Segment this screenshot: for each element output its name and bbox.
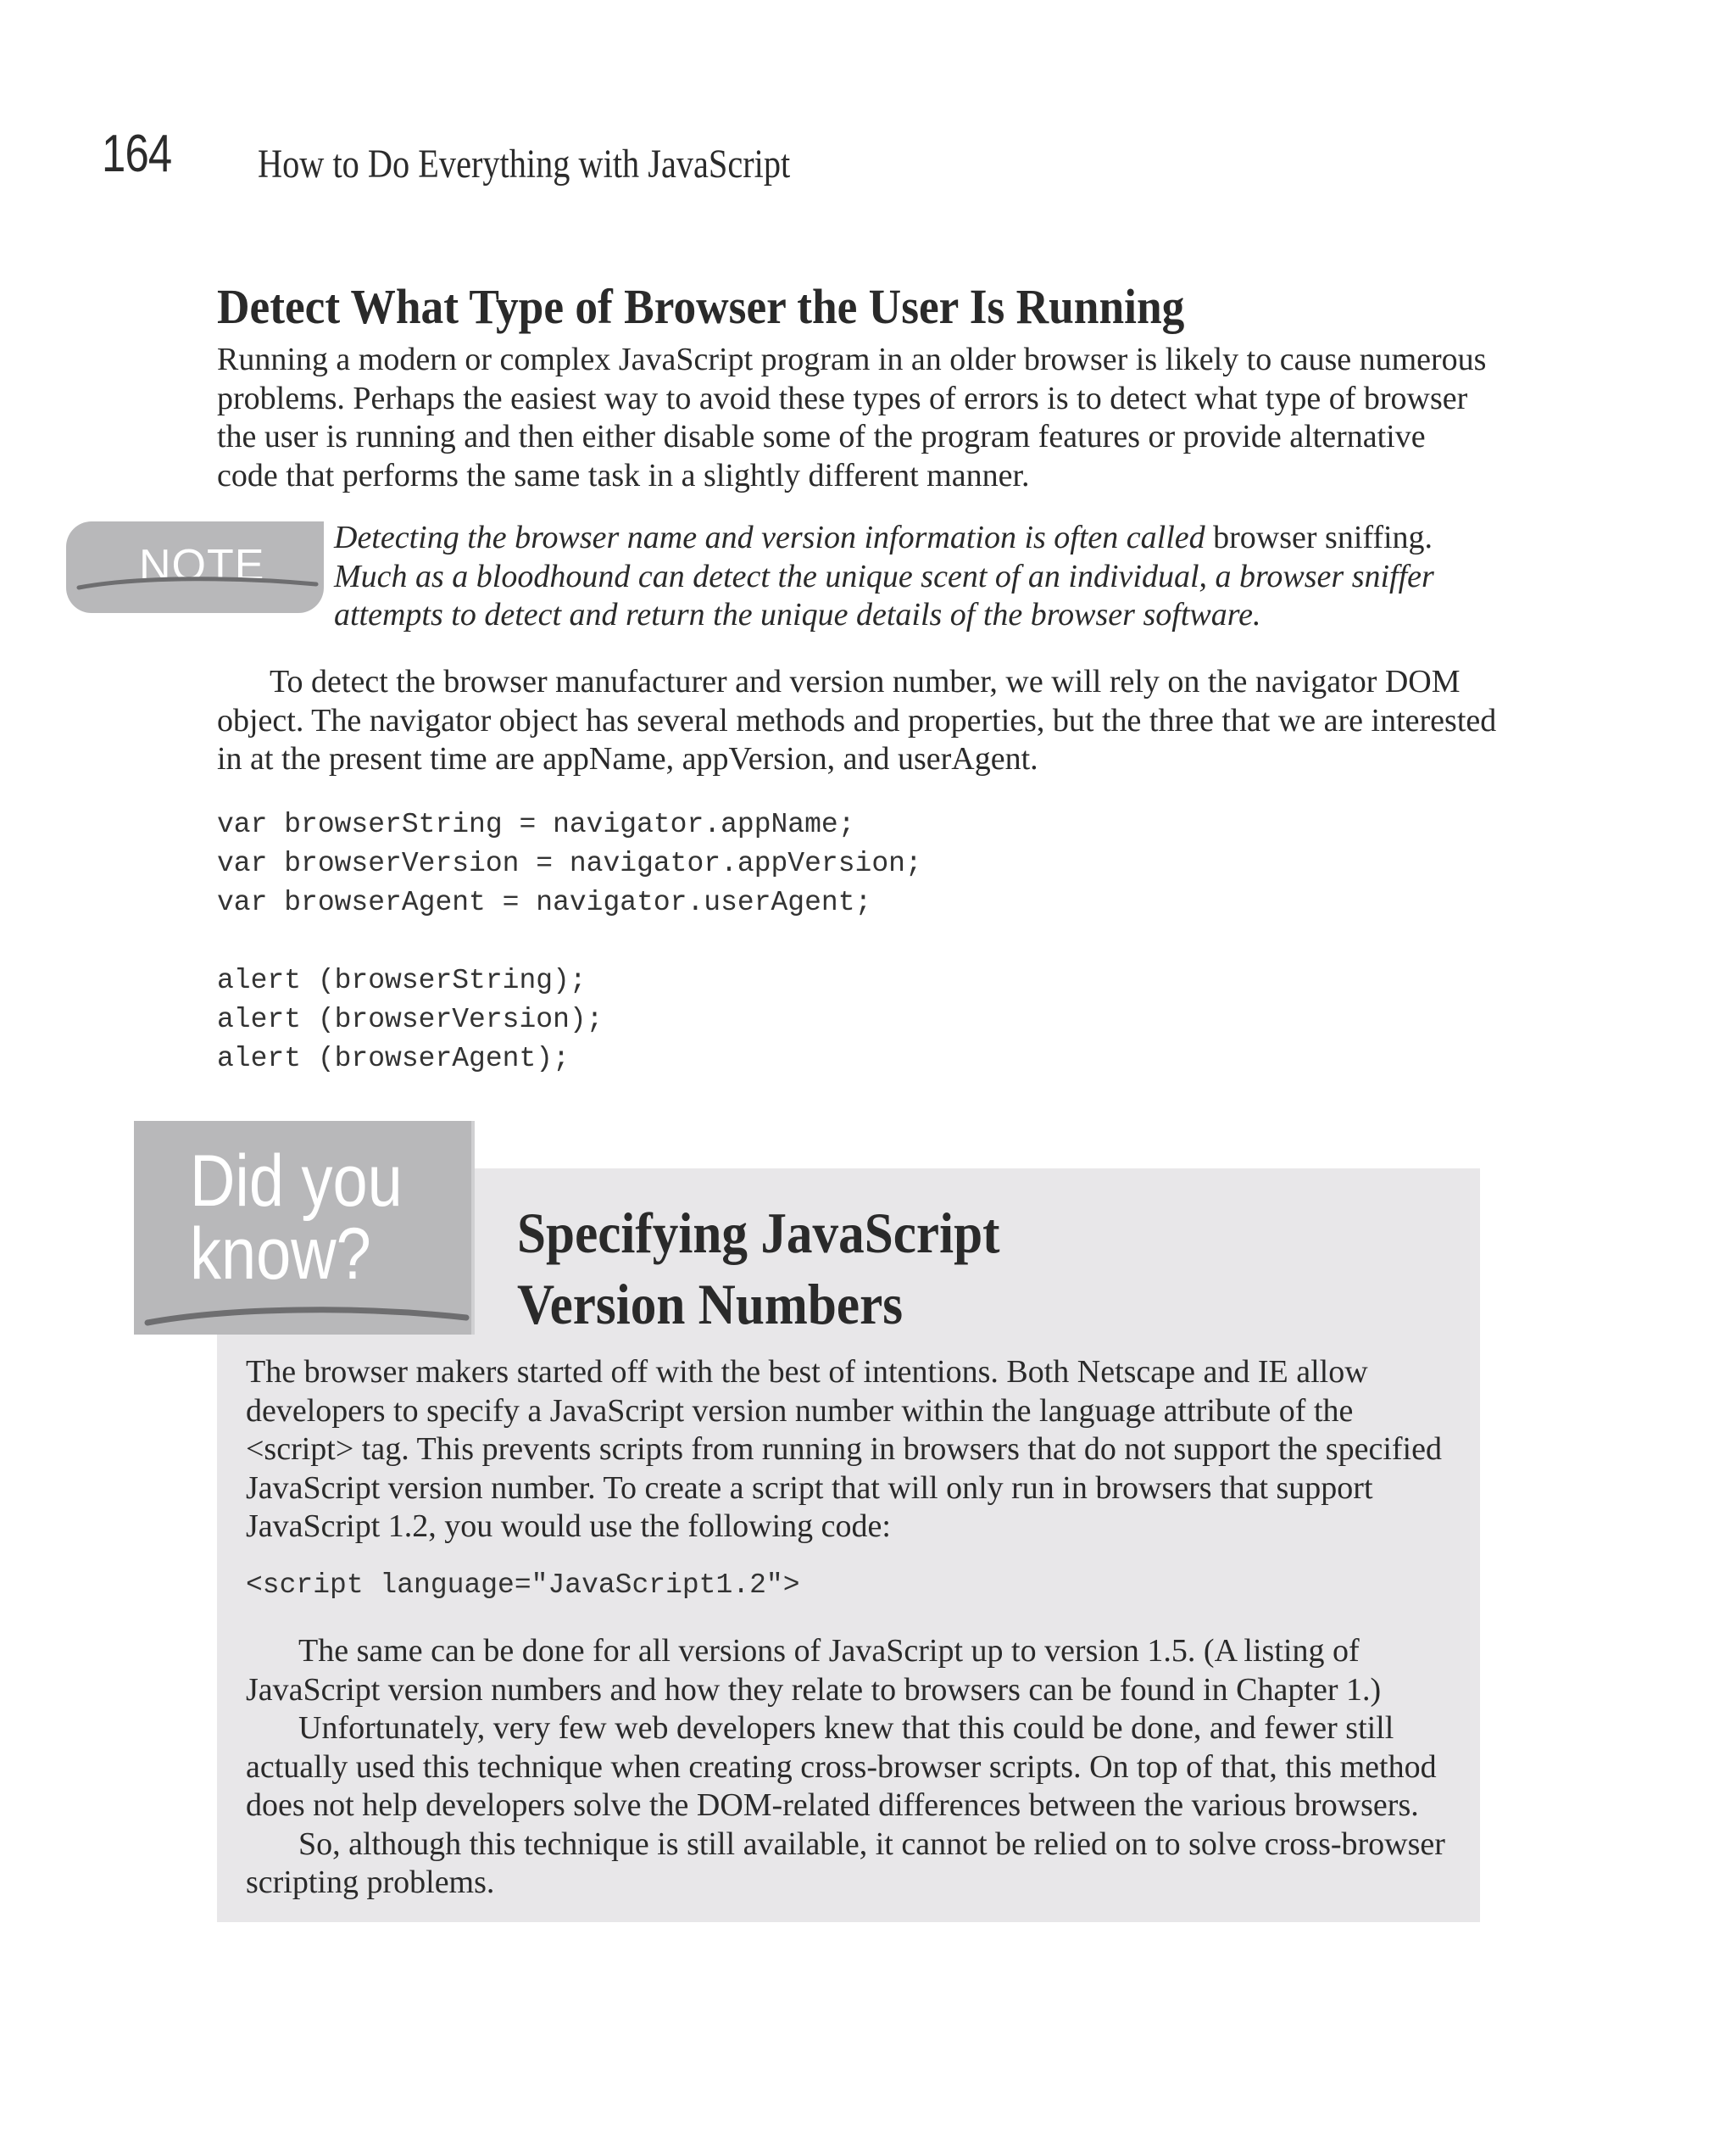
page-number: 164 (102, 125, 172, 183)
running-title: How to Do Everything with JavaScript (258, 142, 791, 187)
sidebar-paragraph-4: So, although this technique is still available, it cannot be relied on to solve cross-browser scripting problems. (246, 1825, 1445, 1900)
note-badge (66, 521, 324, 613)
note-term: browser sniffing. (1213, 520, 1433, 555)
sidebar-paragraphs (246, 1632, 1466, 1903)
note-text-after: Much as a bloodhound can detect the unique scent of an individual, a browser sniffer attempts to detect and return the unique details of the browser software. (334, 558, 1434, 633)
sidebar-code: <script language="JavaScript1.2"> (246, 1569, 800, 1601)
note-text-before: Detecting the browser name and version information is often called (334, 520, 1214, 555)
badge-line-2: know? (190, 1213, 371, 1295)
sidebar-heading-line-2: Version Numbers (517, 1272, 904, 1336)
paragraph-indent (217, 664, 270, 700)
swoosh-icon (137, 1299, 471, 1333)
navigator-paragraph (217, 663, 1505, 779)
badge-line-1: Did you (190, 1140, 403, 1222)
sidebar-paragraph-2: The same can be done for all versions of JavaScript up to version 1.5. (A listing of JavaScript version numbers and how they relate to browsers can be found in Chapter 1.) (246, 1633, 1382, 1708)
sidebar-paragraph-3: Unfortunately, very few web developers knew that this could be done, and fewer still actually used this technique when creating cross-browser scripts. On top of that, this method does not help developers solve the DOM-related differences between the various browsers. (246, 1710, 1437, 1823)
code-block: var browserString = navigator.appName; var browserVersion = navigator.appVersion; var browserAgent = navigator.userAgent; alert (browserString); alert (browserVersion); alert (browserAgent); (217, 809, 922, 1074)
sidebar-heading (517, 1197, 1000, 1340)
swoosh-icon (75, 574, 320, 591)
note-badge-label: NOTE (139, 541, 265, 590)
navigator-paragraph-text: To detect the browser manufacturer and version number, we will rely on the navigator DOM object. The navigator object has several methods and properties, but the three that we are interested in at the present time are appName, appVersion, and userAgent. (217, 664, 1497, 777)
section-heading: Detect What Type of Browser the User Is Running (217, 279, 1185, 334)
did-you-know-badge (134, 1121, 471, 1335)
sidebar-heading-line-1: Specifying JavaScript (517, 1201, 1000, 1265)
intro-paragraph: Running a modern or complex JavaScript program in an older browser is likely to cause numerous problems. Perhaps the easiest way to avoid these types of errors is to detect what type of browser the user is running and then either disable some of the program features or provide alternative code that performs the same task in a slightly different manner. (217, 342, 1487, 493)
sidebar-paragraph-1: The browser makers started off with the best of intentions. Both Netscape and IE allow developers to specify a JavaScript version number within the language attribute of the <script> tag. This prevents scripts from running in browsers that do not support the specified JavaScript version number. To create a script that will only run in browsers that support JavaScript 1.2, you would use the following code: (246, 1354, 1442, 1544)
note-text (334, 519, 1504, 635)
